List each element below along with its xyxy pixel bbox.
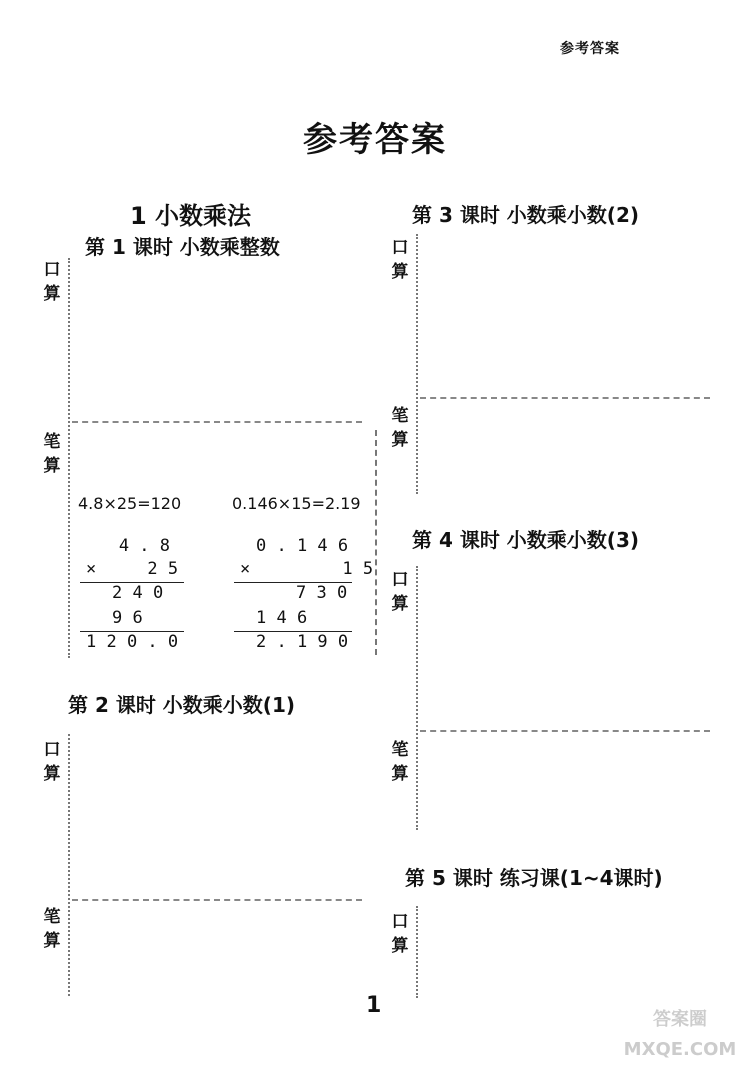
oral-label: 口 算 — [391, 570, 409, 614]
watermark-logo: 答案圈 — [653, 1009, 707, 1030]
written-label: 笔 算 — [391, 406, 409, 450]
lesson3-title: 第 3 课时 小数乘小数(2) — [412, 203, 640, 227]
calc-row: × 1 5 — [240, 559, 374, 579]
oral-label: 口 算 — [391, 238, 409, 282]
section-separator — [72, 421, 362, 423]
lesson4-title: 第 4 课时 小数乘小数(3) — [412, 528, 640, 552]
page-number: 1 — [366, 993, 382, 1018]
watermark-url: MXQE.COM — [623, 1039, 737, 1060]
equation: 0.146×15=2.19 — [232, 494, 361, 513]
vertical-calc — [234, 534, 374, 654]
watermark — [610, 1005, 750, 1071]
calc-row: × 2 5 — [86, 559, 179, 579]
unit-title: 1 小数乘法 — [130, 202, 252, 230]
calc-row: 1 2 0 . 0 — [86, 632, 179, 652]
oral-label: 口 算 — [43, 260, 61, 304]
page-title: 参考答案 — [303, 120, 447, 160]
calc-row: 2 4 0 — [112, 583, 164, 603]
section-separator — [72, 899, 362, 901]
calc-row: 1 4 6 — [256, 608, 308, 628]
divider-line — [416, 234, 418, 494]
lesson2-title: 第 2 课时 小数乘小数(1) — [68, 693, 296, 717]
calc-row: 9 6 — [112, 608, 143, 628]
oral-label: 口 算 — [391, 912, 409, 956]
calc-row: 2 . 1 9 0 — [256, 632, 349, 652]
calc-row: 0 . 1 4 6 — [256, 536, 349, 556]
divider-line — [68, 734, 70, 996]
equation: 4.8×25=120 — [78, 494, 182, 513]
divider-line — [416, 566, 418, 830]
divider-line — [375, 430, 377, 655]
section-separator — [420, 397, 710, 399]
calc-row: 4 . 8 — [118, 536, 170, 556]
lesson1-title: 第 1 课时 小数乘整数 — [85, 235, 280, 259]
page-header: 参考答案 — [560, 41, 620, 57]
written-label: 笔 算 — [43, 432, 61, 476]
section-separator — [420, 730, 710, 732]
written-label: 笔 算 — [391, 740, 409, 784]
lesson5-title: 第 5 课时 练习课(1~4课时) — [405, 866, 663, 890]
vertical-calc — [80, 534, 190, 654]
divider-line — [416, 906, 418, 998]
oral-label: 口 算 — [43, 740, 61, 784]
calc-row: 7 3 0 — [296, 583, 348, 603]
written-label: 笔 算 — [43, 907, 61, 951]
divider-line — [68, 258, 70, 658]
